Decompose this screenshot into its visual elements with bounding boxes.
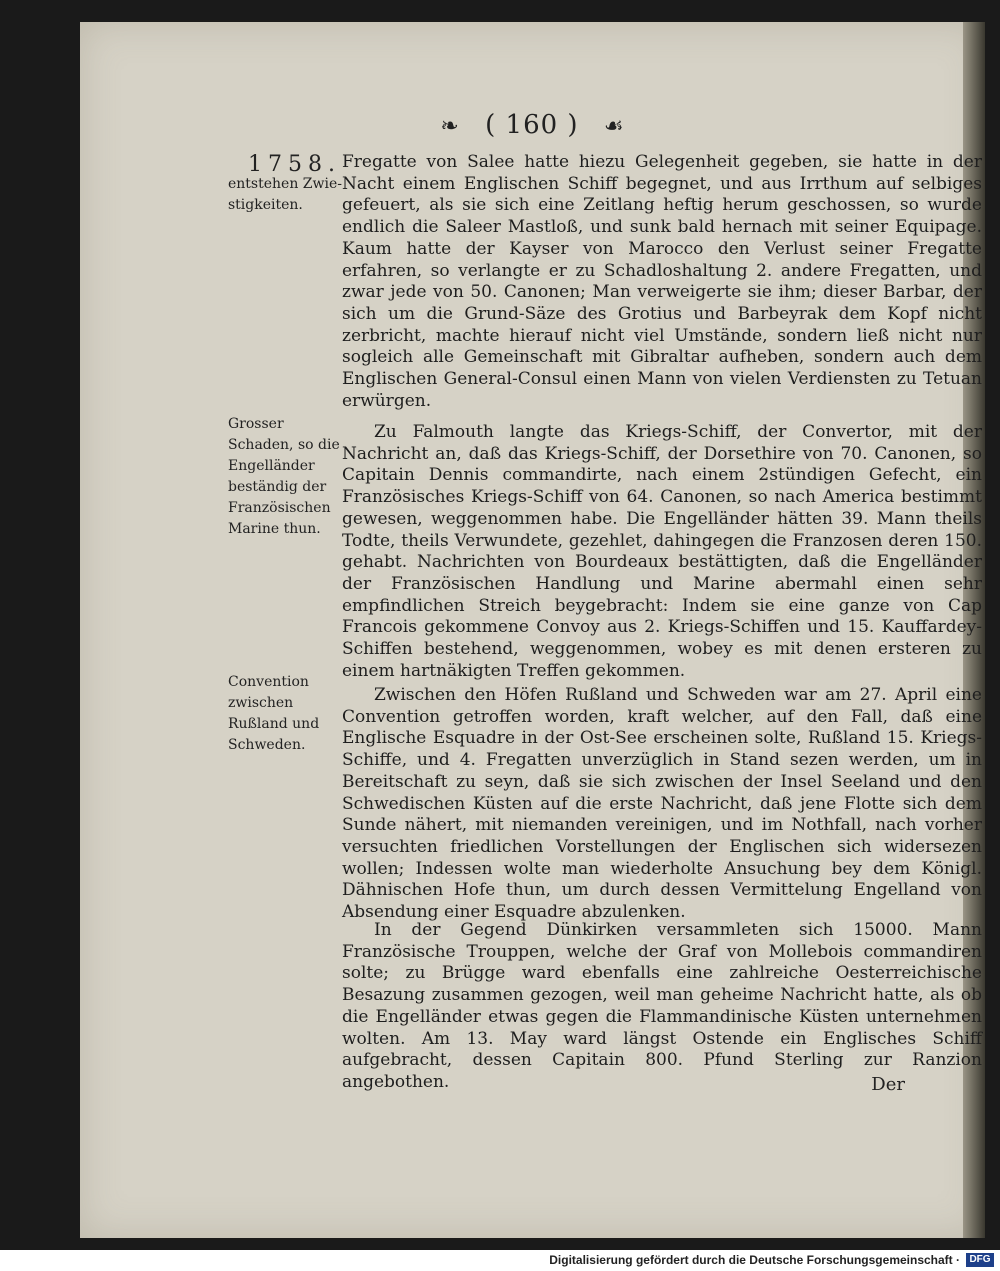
paragraph-text: Zu Falmouth langte das Kriegs-Schiff, der Convertor, mit der Nachricht an, daß das Kriegs-Schiff, der Dorsethire von 70. Canonen, so Capitain Dennis commandirte, nach einem 2stündigen Gefecht, ein Französisches Kriegs-Schiff von 64. Canonen, so nach America bestimmt gewesen, weggenommen habe. Die Engelländer hätten 39. Mann theils Todte, theils Verwundete, gezehlet, dahingegen die Franzosen deren 150. gehabt. Nachrichten von Bourdeaux bestättigten, daß die Engelländer der Französischen Handlung und Marine abermahl einen sehr empfindlichen Streich beygebracht: Indem sie eine ganze von Cap Francois gekommene Convoy aus 2. Kriegs-Schiffen und 15. Kauffardey-Schiffen bestehend, weggenommen, wobey es mit denen ersteren zu einem hartnäkigten Treffen gekommen. (342, 422, 982, 681)
margin-note-1: entstehen Zwie-stigkeiten. (228, 176, 342, 213)
dfg-logo-icon: DFG (966, 1253, 994, 1267)
paragraph-2 (342, 422, 982, 682)
footer-text: Digitalisierung gefördert durch die Deutsche Forschungsgemeinschaft · (549, 1253, 960, 1267)
year-marker: 1758. (248, 152, 341, 177)
page-number: ( 160 ) (485, 110, 579, 140)
paragraph-text: Fregatte von Salee hatte hiezu Gelegenheit gegeben, sie hatte in der Nacht einem Englischen Schiff begegnet, und aus Irrthum auf selbiges gefeuert, als sie sich eine Zeitlang heftig herum geschossen, so wurde endlich die Saleer Mastloß, und sunk bald hernach mit seiner Equipage. Kaum hatte der Kayser von Marocco den Verlust seiner Fregatte erfahren, so verlangte er zu Schadloshaltung 2. andere Fregatten, und zwar jede von 50. Canonen; Man verweigerte sie ihm; dieser Barbar, der sich um die Grund-Säze des Grotius und Barbeyrak dem Kopf nicht zerbricht, machte hierauf nicht viel Umstände, sondern ließ nicht nur sogleich alle Gemeinschaft mit Gibraltar aufheben, sondern auch dem Englischen General-Consul einen Mann von vielen Verdiensten zu Tetuan erwürgen. (342, 152, 982, 411)
ornament-right-icon: ☙ (603, 114, 625, 139)
paragraph-text: In der Gegend Dünkirken versammleten sich 15000. Mann Französische Trouppen, welche der Graf von Mollebois commandiren solte; zu Brügge ward ebenfalls eine zahlreiche Oesterreichische Besazung zusammen gezogen, weil man geheime Nachricht hatte, als ob die Engelländer etwas gegen die Flammandinische Küsten unternehmen wolten. Am 13. May ward längst Ostende ein Englisches Schiff aufgebracht, dessen Capitain 800. Pfund Sterling zur Ranzion angebothen. (342, 920, 982, 1092)
paragraph-3 (342, 685, 982, 924)
paragraph-4 (342, 920, 982, 1094)
ornament-left-icon: ❧ (440, 114, 460, 139)
paragraph-text: Zwischen den Höfen Rußland und Schweden war am 27. April eine Convention getroffen worden, kraft welcher, auf den Fall, daß eine Englische Esquadre in der Ost-See erscheinen solte, Rußland 15. Kriegs-Schiffe, und 4. Fregatten unverzüglich in Stand sezen werden, um in Bereitschaft zu seyn, daß sie sich zwischen der Insel Seeland und den Schwedischen Küsten auf die erste Nachricht, daß jene Flotte sich dem Sunde nähert, mit niemanden vereinigen, und im Nothfall, nach vorher versuchten friedlichen Vorstellungen der Englischen sich widersezen wollen; Indessen wolte man wiederholte Ansuchung bey dem Königl. Dähnischen Hofe thun, um durch dessen Vermittelung Engelland von Absendung einer Esquadre abzulenken. (342, 685, 982, 923)
margin-note-3: Convention zwischen Rußland und Schweden. (228, 674, 320, 753)
paragraph-1 (342, 152, 982, 412)
book-page (80, 22, 985, 1238)
catchword: Der (871, 1074, 905, 1095)
footer-bar (0, 1250, 1000, 1271)
page-header (80, 110, 985, 140)
margin-note-2: Grosser Schaden, so die Engelländer beständig der Französischen Marine thun. (228, 416, 340, 537)
